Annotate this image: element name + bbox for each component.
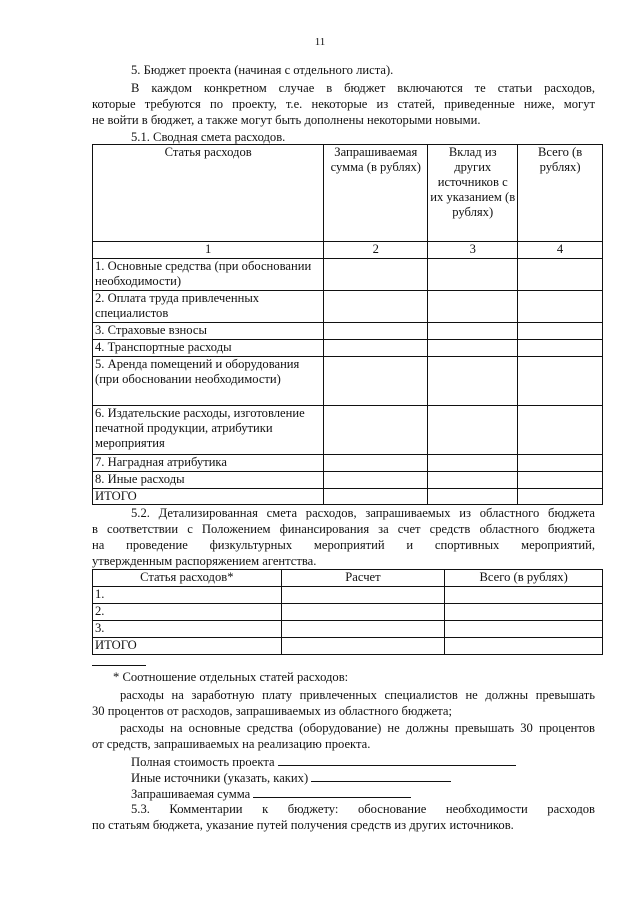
header-calculation: Расчет bbox=[281, 570, 445, 587]
table-row bbox=[93, 455, 603, 472]
total-cost-label: Полная стоимость проекта bbox=[131, 755, 275, 769]
expense-item-label: 5. Аренда помещений и оборудования (при обосновании необходимости) bbox=[93, 357, 324, 406]
footnote-line-3: расходы на основные средства (оборудование) не должны превышать 30 процентов bbox=[120, 721, 595, 735]
row-number: 2. bbox=[93, 604, 282, 621]
col-number: 1 bbox=[93, 242, 324, 259]
expense-item-label: 6. Издательские расходы, изготовление печатной продукции, атрибутики мероприятия bbox=[93, 406, 324, 455]
footnote-line-1: расходы на заработную плату привлеченных специалистов не должны превышать bbox=[120, 688, 595, 702]
section-5-heading: 5. Бюджет проекта (начиная с отдельного листа). bbox=[131, 63, 394, 77]
total-cost-input-line[interactable] bbox=[278, 753, 516, 766]
total-label: ИТОГО bbox=[93, 638, 282, 655]
intro-line-2: которые требуются по проекту, т.е. некоторые из статей, приведенные ниже, могут bbox=[92, 97, 595, 111]
intro-line-1: В каждом конкретном случае в бюджет включаются те статьи расходов, bbox=[131, 81, 595, 95]
section-52-line-1: 5.2. Детализированная смета расходов, запрашиваемых из областного бюджета bbox=[131, 506, 595, 520]
header-expense-item: Статья расходов bbox=[93, 145, 324, 242]
expense-item-label: 7. Наградная атрибутика bbox=[93, 455, 324, 472]
table1-caption: 5.1. Сводная смета расходов. bbox=[131, 130, 286, 144]
header-other-sources: Вклад из других источников с их указанием (в рублях) bbox=[428, 145, 518, 242]
summary-budget-table bbox=[92, 144, 603, 505]
requested-sum-label: Запрашиваемая сумма bbox=[131, 787, 251, 801]
table-row bbox=[93, 406, 603, 455]
other-sources-label: Иные источники (указать, каких) bbox=[131, 771, 309, 785]
header-requested-sum: Запрашиваемая сумма (в рублях) bbox=[324, 145, 428, 242]
requested-sum-field bbox=[131, 785, 411, 802]
header-expense-item: Статья расходов* bbox=[93, 570, 282, 587]
total-cost-field bbox=[131, 753, 516, 770]
expense-item-label: 8. Иные расходы bbox=[93, 472, 324, 489]
footnote-divider bbox=[92, 665, 146, 666]
row-number: 1. bbox=[93, 587, 282, 604]
other-sources-input-line[interactable] bbox=[311, 769, 451, 782]
col-number: 3 bbox=[428, 242, 518, 259]
requested-sum-input-line[interactable] bbox=[253, 785, 411, 798]
expense-item-label: 3. Страховые взносы bbox=[93, 323, 324, 340]
section-52-line-2: в соответствии с Положением финансирования за счет средств областного бюджета bbox=[92, 522, 595, 536]
detailed-budget-table bbox=[92, 569, 603, 655]
table-row-total bbox=[93, 489, 603, 505]
table-row bbox=[93, 621, 603, 638]
expense-item-label: 1. Основные средства (при обосновании необходимости) bbox=[93, 259, 324, 291]
expense-item-label: 2. Оплата труда привлеченных специалистов bbox=[93, 291, 324, 323]
other-sources-field bbox=[131, 769, 451, 786]
footnote-line-4: от средств, запрашиваемых на реализацию проекта. bbox=[92, 737, 371, 751]
header-total: Всего (в рублях) bbox=[518, 145, 603, 242]
table-row bbox=[93, 340, 603, 357]
header-total: Всего (в рублях) bbox=[445, 570, 603, 587]
footnote-line-2: 30 процентов от расходов, запрашиваемых из областного бюджета; bbox=[92, 704, 452, 718]
col-number: 4 bbox=[518, 242, 603, 259]
footnote-title: * Соотношение отдельных статей расходов: bbox=[113, 670, 349, 684]
col-number: 2 bbox=[324, 242, 428, 259]
section-52-line-4: утвержденным распоряжением агентства. bbox=[92, 554, 317, 568]
table-row bbox=[93, 259, 603, 291]
table-row bbox=[93, 472, 603, 489]
section-53-line-2: по статьям бюджета, указание путей получения средств из других источников. bbox=[92, 818, 514, 832]
total-label: ИТОГО bbox=[93, 489, 324, 505]
table-row bbox=[93, 291, 603, 323]
table-row bbox=[93, 323, 603, 340]
page-number: 11 bbox=[314, 36, 326, 48]
table-row bbox=[93, 587, 603, 604]
table-row bbox=[93, 604, 603, 621]
row-number: 3. bbox=[93, 621, 282, 638]
section-52-line-3: на проведение физкультурных мероприятий и спортивных мероприятий, bbox=[92, 538, 595, 552]
intro-line-3: не войти в бюджет, а также могут быть дополнены некоторыми новыми. bbox=[92, 113, 481, 127]
section-53-line-1: 5.3. Комментарии к бюджету: обоснование необходимости расходов bbox=[131, 802, 595, 816]
table-row-total bbox=[93, 638, 603, 655]
expense-item-label: 4. Транспортные расходы bbox=[93, 340, 324, 357]
table-row bbox=[93, 357, 603, 406]
